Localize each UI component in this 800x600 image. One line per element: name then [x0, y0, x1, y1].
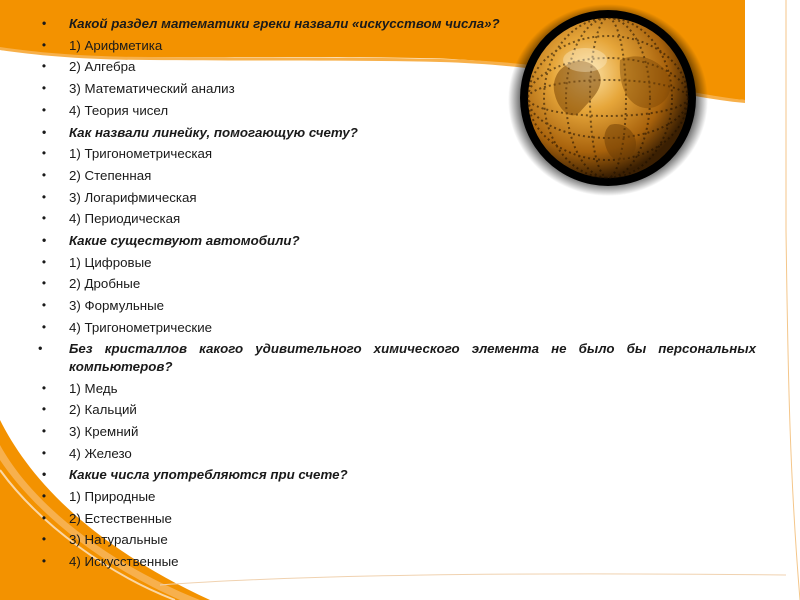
list-item-answer: [38, 295, 756, 317]
bullet: •: [38, 340, 43, 355]
answer-text: 3) Логарифмическая: [69, 189, 197, 205]
answer-text: 1) Природные: [69, 489, 156, 505]
bullet: •: [41, 167, 47, 182]
bullet: •: [41, 489, 47, 504]
list-item-answer: [38, 143, 756, 165]
question-list: [38, 13, 756, 573]
list-item-question: [38, 230, 756, 252]
bullet: •: [41, 233, 47, 248]
answer-text: 1) Арифметика: [69, 37, 163, 53]
bullet: •: [41, 276, 47, 291]
question-text: Какой раздел математики греки назвали «искусством числа»?: [69, 16, 500, 31]
list-item-answer: [38, 486, 756, 508]
bullet: •: [41, 146, 47, 161]
question-text: Какие числа употребляются при счете?: [69, 467, 348, 483]
question-text: Без кристаллов какого удивительного химического элемента не было бы персональных компьютеров?: [69, 340, 756, 374]
bullet: •: [41, 445, 47, 460]
list-item-answer: [38, 165, 756, 187]
bullet: •: [41, 59, 47, 74]
list-item-question: [38, 13, 756, 35]
bullet: •: [41, 554, 47, 569]
bullet: •: [41, 510, 47, 525]
answer-text: 1) Медь: [69, 380, 118, 396]
bullet: •: [41, 254, 47, 269]
list-item-answer: [38, 399, 756, 421]
bullet: •: [41, 380, 47, 395]
list-item-answer: [38, 421, 756, 443]
answer-text: 2) Кальций: [69, 402, 137, 418]
answer-text: 4) Железо: [69, 445, 132, 461]
bullet: •: [41, 37, 47, 52]
answer-text: 2) Естественные: [69, 510, 172, 526]
bullet: •: [41, 402, 47, 417]
list-item-answer: [38, 35, 756, 57]
answer-text: 1) Цифровые: [69, 254, 152, 270]
list-item-answer: [38, 273, 756, 295]
answer-text: 2) Дробные: [69, 276, 141, 292]
list-item-question: [38, 464, 756, 486]
bullet: •: [41, 319, 47, 334]
answer-text: 1) Тригонометрическая: [69, 146, 213, 162]
answer-text: 4) Тригонометрические: [69, 319, 213, 335]
list-item-question: [38, 122, 756, 144]
answer-text: 2) Алгебра: [69, 59, 136, 75]
list-item-answer: [38, 551, 756, 573]
list-item-answer: [38, 78, 756, 100]
list-item-answer: [38, 443, 756, 465]
answer-text: 3) Математический анализ: [69, 81, 235, 97]
list-item-answer: [38, 317, 756, 339]
answer-text: 3) Кремний: [69, 423, 139, 439]
list-item-answer: [38, 529, 756, 551]
bullet: •: [41, 467, 47, 482]
answer-text: 4) Теория чисел: [69, 102, 169, 118]
answer-text: 3) Формульные: [69, 298, 165, 314]
bullet: •: [41, 81, 47, 96]
question-text: Какие существуют автомобили?: [69, 233, 300, 249]
bullet: •: [41, 532, 47, 547]
answer-text: 4) Искусственные: [69, 554, 179, 570]
question-text: Как назвали линейку, помогающую счету?: [69, 124, 358, 140]
bullet: •: [41, 124, 47, 139]
list-item-answer: [38, 378, 756, 400]
bullet: •: [41, 16, 47, 30]
list-item-question: [38, 339, 756, 378]
answer-text: 3) Натуральные: [69, 532, 168, 548]
bullet: •: [41, 298, 47, 313]
answer-text: 4) Периодическая: [69, 211, 181, 227]
list-item-answer: [38, 187, 756, 209]
list-item-answer: [38, 208, 756, 230]
list-item-answer: [38, 508, 756, 530]
bullet: •: [41, 423, 47, 438]
list-item-answer: [38, 252, 756, 274]
bullet: •: [41, 189, 47, 204]
bullet: •: [41, 211, 47, 226]
answer-text: 2) Степенная: [69, 167, 152, 183]
bullet: •: [41, 102, 47, 117]
list-item-answer: [38, 100, 756, 122]
list-item-answer: [38, 56, 756, 78]
